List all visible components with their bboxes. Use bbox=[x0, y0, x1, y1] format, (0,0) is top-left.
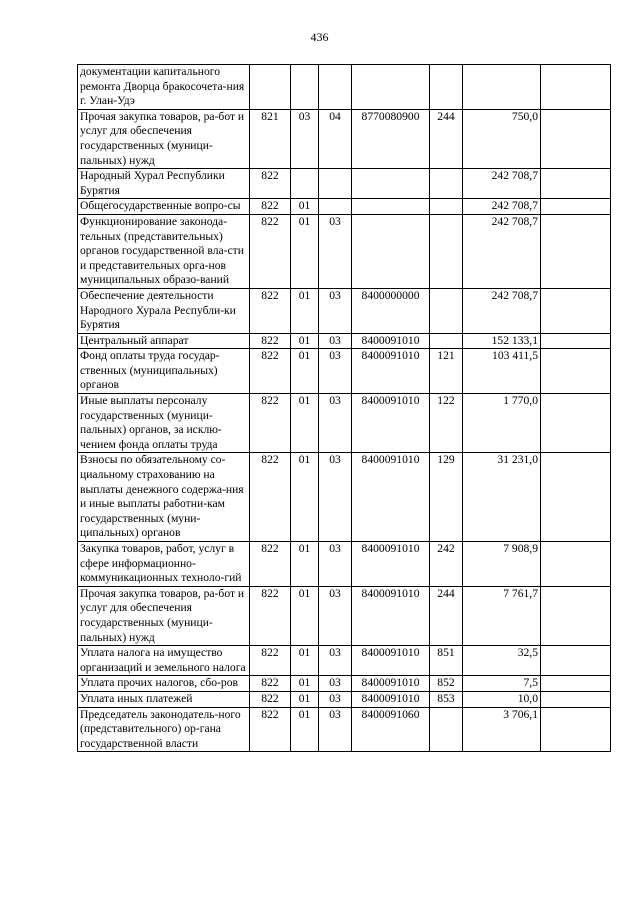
section-code-cell: 01 bbox=[291, 586, 319, 645]
extra-amount-cell bbox=[541, 65, 611, 110]
extra-amount-cell bbox=[541, 199, 611, 215]
table-row bbox=[78, 707, 611, 752]
expense-type-cell bbox=[430, 707, 463, 752]
subsection-code-cell: 03 bbox=[319, 707, 352, 752]
amount-cell: 242 708,7 bbox=[463, 288, 541, 333]
target-code-cell: 8400091010 bbox=[352, 542, 430, 587]
table-row bbox=[78, 349, 611, 394]
table-row bbox=[78, 691, 611, 707]
subsection-code-cell: 03 bbox=[319, 586, 352, 645]
item-name-cell: документации капитального ремонта Дворца бракосочета-ния г. Улан-Удэ bbox=[78, 65, 250, 110]
table-row bbox=[78, 199, 611, 215]
item-name-cell: Закупка товаров, работ, услуг в сфере информационно-коммуникационных техноло-гий bbox=[78, 542, 250, 587]
admin-code-cell: 822 bbox=[250, 707, 291, 752]
expense-type-cell bbox=[430, 333, 463, 349]
item-name-cell: Уплата прочих налогов, сбо-ров bbox=[78, 676, 250, 692]
extra-amount-cell bbox=[541, 394, 611, 453]
admin-code-cell: 821 bbox=[250, 109, 291, 168]
expense-type-cell: 851 bbox=[430, 646, 463, 676]
extra-amount-cell bbox=[541, 542, 611, 587]
expense-type-cell bbox=[430, 214, 463, 288]
subsection-code-cell: 03 bbox=[319, 646, 352, 676]
subsection-code-cell bbox=[319, 199, 352, 215]
subsection-code-cell: 03 bbox=[319, 453, 352, 542]
target-code-cell: 8400091010 bbox=[352, 453, 430, 542]
target-code-cell: 8770080900 bbox=[352, 109, 430, 168]
extra-amount-cell bbox=[541, 333, 611, 349]
amount-cell: 7 908,9 bbox=[463, 542, 541, 587]
subsection-code-cell: 03 bbox=[319, 542, 352, 587]
subsection-code-cell bbox=[319, 169, 352, 199]
budget-table bbox=[77, 64, 611, 752]
target-code-cell bbox=[352, 169, 430, 199]
target-code-cell: 8400091010 bbox=[352, 586, 430, 645]
target-code-cell: 8400091010 bbox=[352, 646, 430, 676]
subsection-code-cell: 03 bbox=[319, 394, 352, 453]
extra-amount-cell bbox=[541, 691, 611, 707]
section-code-cell bbox=[291, 169, 319, 199]
amount-cell: 31 231,0 bbox=[463, 453, 541, 542]
table-row bbox=[78, 542, 611, 587]
amount-cell: 3 706,1 bbox=[463, 707, 541, 752]
target-code-cell: 8400091010 bbox=[352, 691, 430, 707]
amount-cell: 242 708,7 bbox=[463, 199, 541, 215]
target-code-cell bbox=[352, 199, 430, 215]
extra-amount-cell bbox=[541, 169, 611, 199]
admin-code-cell: 822 bbox=[250, 288, 291, 333]
section-code-cell: 01 bbox=[291, 707, 319, 752]
extra-amount-cell bbox=[541, 214, 611, 288]
table-row bbox=[78, 109, 611, 168]
item-name-cell: Общегосударственные вопро-сы bbox=[78, 199, 250, 215]
expense-type-cell bbox=[430, 65, 463, 110]
extra-amount-cell bbox=[541, 349, 611, 394]
section-code-cell: 01 bbox=[291, 646, 319, 676]
extra-amount-cell bbox=[541, 288, 611, 333]
expense-type-cell: 852 bbox=[430, 676, 463, 692]
table-row bbox=[78, 288, 611, 333]
target-code-cell bbox=[352, 65, 430, 110]
admin-code-cell: 822 bbox=[250, 676, 291, 692]
page-number: 436 bbox=[310, 30, 329, 44]
extra-amount-cell bbox=[541, 676, 611, 692]
subsection-code-cell: 03 bbox=[319, 676, 352, 692]
section-code-cell: 03 bbox=[291, 109, 319, 168]
expense-type-cell: 129 bbox=[430, 453, 463, 542]
subsection-code-cell: 03 bbox=[319, 333, 352, 349]
admin-code-cell: 822 bbox=[250, 214, 291, 288]
section-code-cell: 01 bbox=[291, 691, 319, 707]
amount-cell: 1 770,0 bbox=[463, 394, 541, 453]
admin-code-cell: 822 bbox=[250, 586, 291, 645]
target-code-cell: 8400000000 bbox=[352, 288, 430, 333]
admin-code-cell: 822 bbox=[250, 691, 291, 707]
table-row bbox=[78, 65, 611, 110]
admin-code-cell: 822 bbox=[250, 349, 291, 394]
item-name-cell: Фонд оплаты труда государ-ственных (муниципальных) органов bbox=[78, 349, 250, 394]
amount-cell: 103 411,5 bbox=[463, 349, 541, 394]
target-code-cell: 8400091010 bbox=[352, 349, 430, 394]
subsection-code-cell: 03 bbox=[319, 691, 352, 707]
subsection-code-cell: 03 bbox=[319, 214, 352, 288]
table-row bbox=[78, 676, 611, 692]
admin-code-cell: 822 bbox=[250, 169, 291, 199]
target-code-cell: 8400091010 bbox=[352, 333, 430, 349]
expense-type-cell: 122 bbox=[430, 394, 463, 453]
expense-type-cell: 244 bbox=[430, 586, 463, 645]
target-code-cell: 8400091010 bbox=[352, 394, 430, 453]
item-name-cell: Функционирование законода-тельных (представительных) органов государственной вла-сти и представительных орга-нов муниципальных образо-ваний bbox=[78, 214, 250, 288]
admin-code-cell: 822 bbox=[250, 199, 291, 215]
admin-code-cell bbox=[250, 65, 291, 110]
section-code-cell: 01 bbox=[291, 542, 319, 587]
section-code-cell: 01 bbox=[291, 676, 319, 692]
extra-amount-cell bbox=[541, 707, 611, 752]
subsection-code-cell: 04 bbox=[319, 109, 352, 168]
item-name-cell: Прочая закупка товаров, ра-бот и услуг для обеспечения государственных (муници-пальных) нужд bbox=[78, 586, 250, 645]
table-row bbox=[78, 646, 611, 676]
expense-type-cell bbox=[430, 288, 463, 333]
item-name-cell: Центральный аппарат bbox=[78, 333, 250, 349]
admin-code-cell: 822 bbox=[250, 394, 291, 453]
table-row bbox=[78, 586, 611, 645]
extra-amount-cell bbox=[541, 109, 611, 168]
table-row bbox=[78, 214, 611, 288]
item-name-cell: Уплата иных платежей bbox=[78, 691, 250, 707]
item-name-cell: Председатель законодатель-ного (представительного) ор-гана государственной власти bbox=[78, 707, 250, 752]
section-code-cell: 01 bbox=[291, 333, 319, 349]
subsection-code-cell bbox=[319, 65, 352, 110]
admin-code-cell: 822 bbox=[250, 453, 291, 542]
expense-type-cell: 242 bbox=[430, 542, 463, 587]
item-name-cell: Обеспечение деятельности Народного Хурала Республи-ки Бурятия bbox=[78, 288, 250, 333]
amount-cell: 750,0 bbox=[463, 109, 541, 168]
subsection-code-cell: 03 bbox=[319, 349, 352, 394]
extra-amount-cell bbox=[541, 646, 611, 676]
amount-cell bbox=[463, 65, 541, 110]
admin-code-cell: 822 bbox=[250, 333, 291, 349]
target-code-cell: 8400091010 bbox=[352, 676, 430, 692]
section-code-cell: 01 bbox=[291, 453, 319, 542]
subsection-code-cell: 03 bbox=[319, 288, 352, 333]
section-code-cell: 01 bbox=[291, 349, 319, 394]
admin-code-cell: 822 bbox=[250, 646, 291, 676]
section-code-cell: 01 bbox=[291, 288, 319, 333]
table-row bbox=[78, 169, 611, 199]
table-row bbox=[78, 333, 611, 349]
target-code-cell bbox=[352, 214, 430, 288]
amount-cell: 242 708,7 bbox=[463, 214, 541, 288]
extra-amount-cell bbox=[541, 586, 611, 645]
section-code-cell: 01 bbox=[291, 214, 319, 288]
extra-amount-cell bbox=[541, 453, 611, 542]
expense-type-cell bbox=[430, 199, 463, 215]
amount-cell: 242 708,7 bbox=[463, 169, 541, 199]
amount-cell: 7 761,7 bbox=[463, 586, 541, 645]
amount-cell: 152 133,1 bbox=[463, 333, 541, 349]
expense-type-cell: 853 bbox=[430, 691, 463, 707]
item-name-cell: Прочая закупка товаров, ра-бот и услуг для обеспечения государственных (муници-пальных) нужд bbox=[78, 109, 250, 168]
section-code-cell: 01 bbox=[291, 199, 319, 215]
expense-type-cell: 244 bbox=[430, 109, 463, 168]
amount-cell: 32,5 bbox=[463, 646, 541, 676]
expense-type-cell bbox=[430, 169, 463, 199]
item-name-cell: Народный Хурал Республики Бурятия bbox=[78, 169, 250, 199]
section-code-cell: 01 bbox=[291, 394, 319, 453]
admin-code-cell: 822 bbox=[250, 542, 291, 587]
target-code-cell: 8400091060 bbox=[352, 707, 430, 752]
item-name-cell: Уплата налога на имущество организаций и земельного налога bbox=[78, 646, 250, 676]
amount-cell: 10,0 bbox=[463, 691, 541, 707]
section-code-cell bbox=[291, 65, 319, 110]
amount-cell: 7,5 bbox=[463, 676, 541, 692]
table-row bbox=[78, 394, 611, 453]
item-name-cell: Иные выплаты персоналу государственных (муници-пальных) органов, за исклю-чением фонда оплаты труда bbox=[78, 394, 250, 453]
item-name-cell: Взносы по обязательному со-циальному страхованию на выплаты денежного содержа-ния и иные выплаты работни-кам государственных (муни-ципальных) органов bbox=[78, 453, 250, 542]
expense-type-cell: 121 bbox=[430, 349, 463, 394]
table-row bbox=[78, 453, 611, 542]
